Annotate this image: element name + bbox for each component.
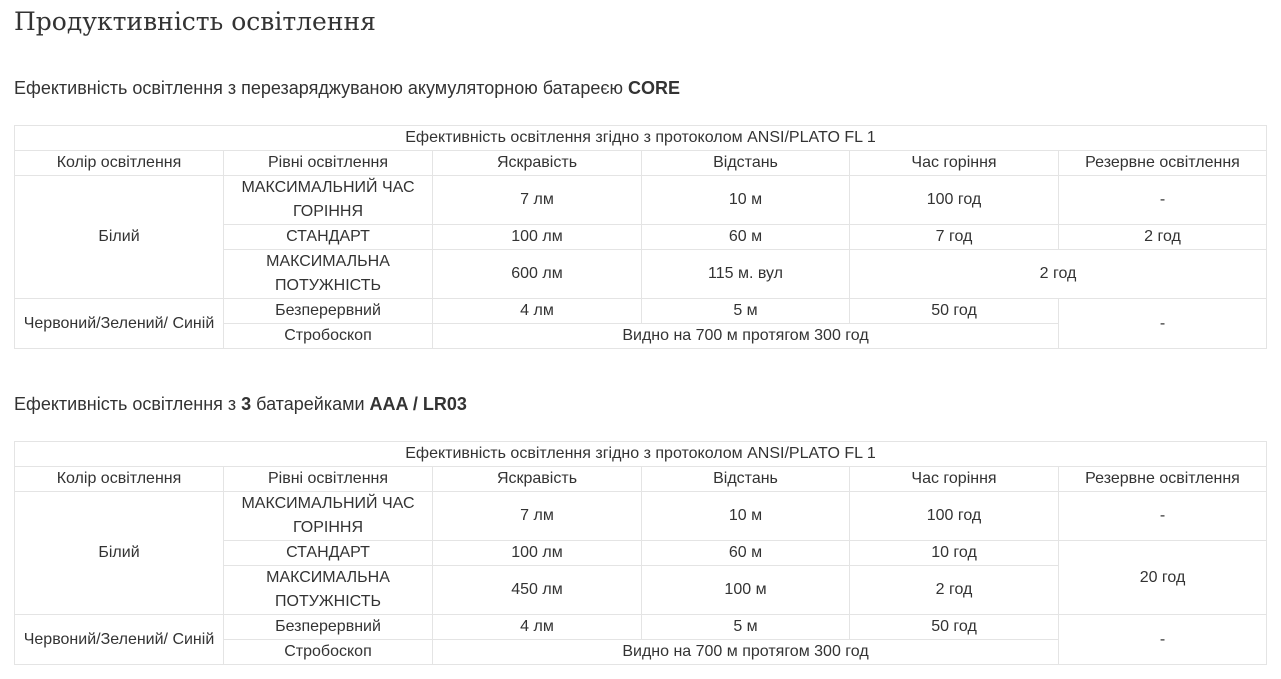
header-cell: Колір освітлення	[15, 467, 224, 492]
burn-time-cell: 50 год	[850, 615, 1059, 640]
level-cell: СТАНДАРТ	[224, 225, 433, 250]
brightness-cell: 4 лм	[433, 615, 642, 640]
header-cell: Відстань	[642, 151, 850, 176]
level-cell: МАКСИМАЛЬНИЙ ЧАС ГОРІННЯ	[224, 492, 433, 541]
level-cell: СТАНДАРТ	[224, 541, 433, 566]
header-cell: Рівні освітлення	[224, 467, 433, 492]
level-cell: Безперервний	[224, 615, 433, 640]
brightness-cell: 450 лм	[433, 566, 642, 615]
distance-cell: 115 м. вул	[642, 250, 850, 299]
brightness-cell: 100 лм	[433, 541, 642, 566]
distance-cell: 10 м	[642, 492, 850, 541]
section-heading-bold: CORE	[628, 78, 681, 98]
burn-time-cell: 2 год	[850, 250, 1267, 299]
table-row	[15, 492, 1267, 541]
section-heading-bold: 3	[241, 394, 252, 414]
brightness-cell: 7 лм	[433, 492, 642, 541]
section-heading-aaa	[14, 392, 467, 416]
distance-cell: 60 м	[642, 225, 850, 250]
distance-cell: 10 м	[642, 176, 850, 225]
header-cell: Рівні освітлення	[224, 151, 433, 176]
page-title: Продуктивність освітлення	[14, 7, 376, 36]
strobe-visibility-cell: Видно на 700 м протягом 300 год	[433, 324, 1059, 349]
reserve-cell: -	[1059, 615, 1267, 665]
level-cell: МАКСИМАЛЬНА ПОТУЖНІСТЬ	[224, 250, 433, 299]
strobe-visibility-cell: Видно на 700 м протягом 300 год	[433, 640, 1059, 665]
burn-time-cell: 7 год	[850, 225, 1059, 250]
table-row	[15, 176, 1267, 225]
brightness-cell: 7 лм	[433, 176, 642, 225]
burn-time-cell: 100 год	[850, 492, 1059, 541]
reserve-cell: -	[1059, 492, 1267, 541]
reserve-cell: -	[1059, 176, 1267, 225]
reserve-cell: -	[1059, 299, 1267, 349]
level-cell: Стробоскоп	[224, 324, 433, 349]
burn-time-cell: 50 год	[850, 299, 1059, 324]
table-row	[15, 615, 1267, 640]
color-cell-rgb: Червоний/Зелений/ Синій	[15, 299, 224, 349]
level-cell: Стробоскоп	[224, 640, 433, 665]
header-cell: Яскравість	[433, 151, 642, 176]
level-cell: Безперервний	[224, 299, 433, 324]
level-cell: МАКСИМАЛЬНА ПОТУЖНІСТЬ	[224, 566, 433, 615]
header-cell: Час горіння	[850, 151, 1059, 176]
section-heading-text: Ефективність освітлення з перезаряджуваною акумуляторною батареєю	[14, 78, 629, 98]
table-caption: Ефективність освітлення згідно з протоколом ANSI/PLATO FL 1	[15, 126, 1267, 151]
brightness-cell: 4 лм	[433, 299, 642, 324]
reserve-cell: 20 год	[1059, 541, 1267, 615]
reserve-cell: 2 год	[1059, 225, 1267, 250]
table-row	[15, 299, 1267, 324]
color-cell-white: Білий	[15, 176, 224, 299]
section-heading-text: Ефективність освітлення з	[14, 394, 242, 414]
table-header-row	[15, 467, 1267, 492]
burn-time-cell: 2 год	[850, 566, 1059, 615]
section-heading-core	[14, 76, 680, 100]
distance-cell: 5 м	[642, 615, 850, 640]
brightness-cell: 600 лм	[433, 250, 642, 299]
distance-cell: 60 м	[642, 541, 850, 566]
header-cell: Резервне освітлення	[1059, 467, 1267, 492]
color-cell-rgb: Червоний/Зелений/ Синій	[15, 615, 224, 665]
lighting-performance-table-aaa	[14, 441, 1267, 665]
color-cell-white: Білий	[15, 492, 224, 615]
burn-time-cell: 10 год	[850, 541, 1059, 566]
section-heading-bold: AAA / LR03	[369, 394, 467, 414]
burn-time-cell: 100 год	[850, 176, 1059, 225]
header-cell: Відстань	[642, 467, 850, 492]
brightness-cell: 100 лм	[433, 225, 642, 250]
lighting-performance-table-core	[14, 125, 1267, 349]
distance-cell: 5 м	[642, 299, 850, 324]
table-caption: Ефективність освітлення згідно з протоколом ANSI/PLATO FL 1	[15, 442, 1267, 467]
level-cell: МАКСИМАЛЬНИЙ ЧАС ГОРІННЯ	[224, 176, 433, 225]
header-cell: Яскравість	[433, 467, 642, 492]
header-cell: Час горіння	[850, 467, 1059, 492]
distance-cell: 100 м	[642, 566, 850, 615]
table-header-row	[15, 151, 1267, 176]
header-cell: Колір освітлення	[15, 151, 224, 176]
header-cell: Резервне освітлення	[1059, 151, 1267, 176]
section-heading-text: батарейками	[251, 394, 370, 414]
